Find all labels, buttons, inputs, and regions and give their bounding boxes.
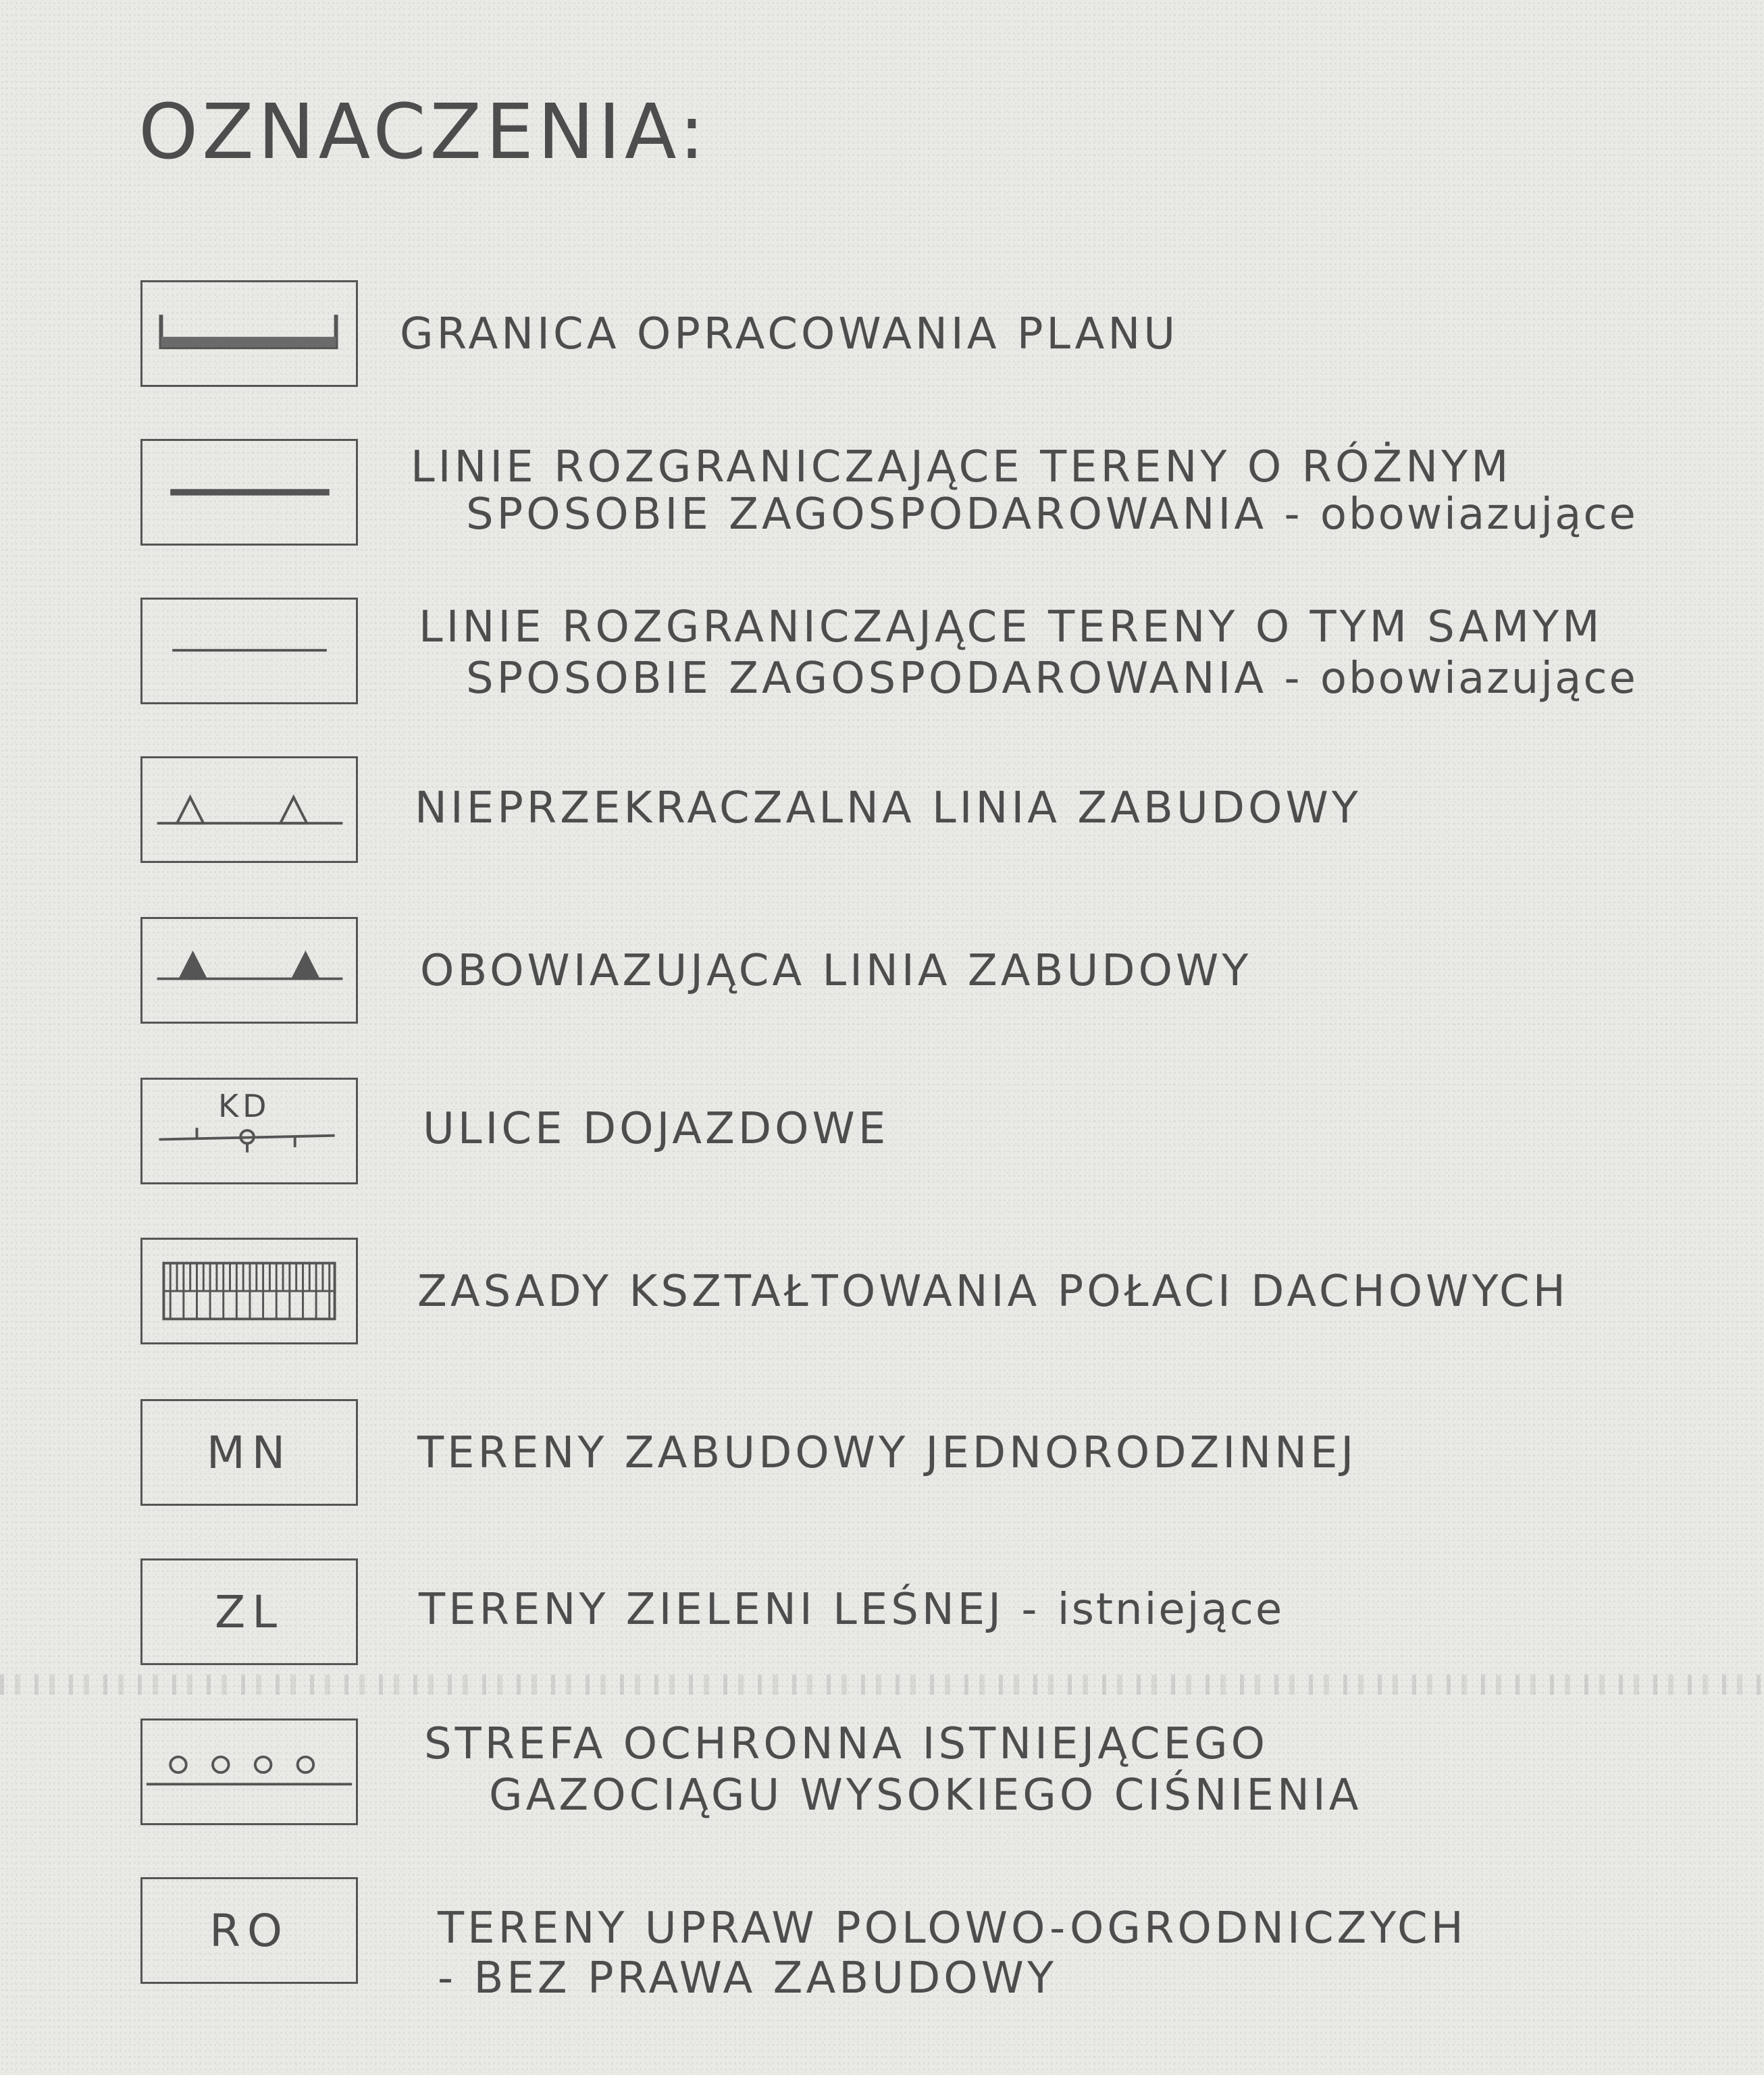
legend-label-line2 (466, 490, 1638, 540)
filled-triangles-line-icon (140, 917, 358, 1024)
legend-label-line2 (466, 654, 1638, 704)
access-road-icon (140, 1078, 358, 1184)
code-box-icon (140, 1558, 358, 1665)
access-road-code: KD (218, 1088, 271, 1124)
legend-label: ZASADY KSZTAŁTOWANIA POŁACI DACHOWYCH (417, 1267, 1569, 1317)
code-box-icon (140, 1877, 358, 1984)
legend-label-line2: - BEZ PRAWA ZABUDOWY (438, 1953, 1058, 2003)
legend-label: NIEPRZEKRACZALNA LINIA ZABUDOWY (415, 783, 1361, 833)
legend-label-caps: SPOSOBIE ZAGOSPODAROWANIA - (466, 490, 1320, 540)
legend-label: OBOWIAZUJĄCA LINIA ZABUDOWY (420, 946, 1252, 996)
legend-label-lowercase: obowiazujące (1320, 490, 1638, 540)
open-triangles-line-icon (140, 756, 358, 863)
legend-title: OZNACZENIA: (138, 88, 709, 176)
legend-label: STREFA OCHRONNA ISTNIEJĄCEGO (424, 1719, 1268, 1769)
legend-label-line1 (419, 1585, 1285, 1635)
legend-label-caps: SPOSOBIE ZAGOSPODAROWANIA - (466, 654, 1320, 704)
legend-label: GRANICA OPRACOWANIA PLANU (400, 309, 1179, 359)
thin-line-icon (140, 598, 358, 704)
legend-label: LINIE ROZGRANICZAJĄCE TERENY O RÓŻNYM (411, 442, 1512, 492)
code-box-icon (140, 1399, 358, 1506)
legend-label: TERENY UPRAW POLOWO-OGRODNICZYCH (438, 1903, 1467, 1953)
thick-boundary-line-icon (140, 280, 358, 387)
legend-label-lowercase: obowiazujące (1320, 654, 1638, 704)
legend-label-line2: GAZOCIĄGU WYSOKIEGO CIŚNIENIA (489, 1770, 1362, 1820)
circles-line-icon (140, 1718, 358, 1825)
thick-line-icon (140, 439, 358, 546)
legend-label: ULICE DOJAZDOWE (423, 1104, 889, 1154)
scan-noise-strip (0, 1675, 1764, 1695)
legend-label-caps: TERENY ZIELENI LEŚNEJ - (419, 1585, 1058, 1635)
legend-label-lowercase: istniejące (1057, 1585, 1285, 1635)
legend-label: TERENY ZABUDOWY JEDNORODZINNEJ (417, 1428, 1357, 1478)
hatched-roof-icon (140, 1238, 358, 1344)
legend-label: LINIE ROZGRANICZAJĄCE TERENY O TYM SAMYM (419, 602, 1603, 652)
zone-code: RO (209, 1904, 289, 1957)
zone-code: MN (206, 1426, 292, 1479)
zone-code: ZL (215, 1585, 284, 1638)
